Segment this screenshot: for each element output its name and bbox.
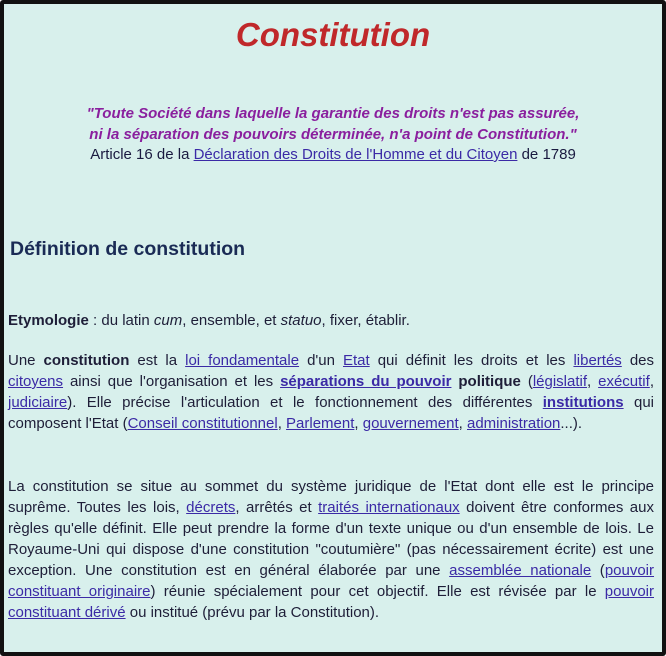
hierarchy-paragraph [8,476,654,623]
etymology-label: Etymologie [8,312,89,329]
text: qui définit les droits et les [369,352,574,369]
source-suffix: de 1789 [517,146,576,163]
text: des [621,352,655,369]
quote-line-2: ni la séparation des pouvoirs déterminée, n'a point de Constitution." [89,125,577,143]
link-separations-du-pouvoir[interactable]: séparations du pouvoir [280,373,452,390]
link-administration[interactable]: administration [467,415,561,432]
text: , [649,373,654,390]
link-traites-internationaux[interactable]: traités internationaux [318,499,460,516]
text: est la [129,352,186,369]
text: ( [591,562,605,579]
text: , [277,415,287,432]
text: ( [520,373,533,390]
declaration-link[interactable]: Déclaration des Droits de l'Homme et du Citoyen [193,146,518,163]
text: ainsi que l'organisation et les [63,373,281,390]
text: , [458,415,467,432]
link-conseil-constitutionnel[interactable]: Conseil constitutionnel [127,415,278,432]
quote-source [4,145,662,166]
text: ...). [560,415,583,432]
text: , arrêtés et [235,499,319,516]
link-pouvoir-constituant-originaire[interactable]: pouvoir constituant originaire [8,562,655,600]
link-loi-fondamentale[interactable]: loi fondamentale [185,352,300,369]
link-pouvoir-constituant-derive[interactable]: pouvoir constituant dérivé [8,583,654,621]
link-decrets[interactable]: décrets [186,499,236,516]
definition-paragraph [8,350,654,434]
page-title: Constitution [235,16,431,53]
quote-block [4,104,662,166]
text: Une [8,352,44,369]
source-prefix: Article 16 de la [90,146,194,163]
etymology-text-3: , fixer, établir. [321,312,410,329]
link-parlement[interactable]: Parlement [286,415,355,432]
etymology-text-2: , ensemble, et [182,312,281,329]
term-constitution: constitution [43,352,130,369]
text: qui composent l'Etat ( [8,394,655,432]
etymology-paragraph [8,310,654,331]
link-legislatif[interactable]: législatif [532,373,588,390]
etymology-cum: cum [153,312,183,329]
link-citoyens[interactable]: citoyens [8,373,64,390]
link-institutions[interactable]: institutions [542,394,624,411]
quote-line-1: "Toute Société dans laquelle la garantie des droits n'est pas assurée, [86,105,580,122]
definition-heading: Définition de constitution [10,238,246,260]
term-politique: politique [458,373,521,390]
text: , [587,373,599,390]
link-gouvernement[interactable]: gouvernement [362,415,459,432]
text: , [354,415,363,432]
link-etat[interactable]: Etat [343,352,370,369]
text: ou institué (prévu par la Constitution). [125,604,380,621]
link-judiciaire[interactable]: judiciaire [8,394,68,411]
link-assemblee-nationale[interactable]: assemblée nationale [449,562,592,579]
link-libertes[interactable]: libertés [573,352,622,369]
text: ). Elle précise l'articulation et le fonctionnement des différentes [67,394,543,411]
text: doivent être conformes aux règles qu'elle définit. Elle peut prendre la forme d'un texte unique ou d'un ensemble de lois. Le Royaume-Uni qui dispose d'une constitution "coutumière" (pas nécessairement écrite) est une exception. Une constitution est en général élaborée par une [8,499,654,579]
text: La constitution se situe au sommet du système juridique de l'Etat dont elle est le principe suprême. Toutes les lois, [8,478,654,516]
link-executif[interactable]: exécutif [598,373,650,390]
etymology-text-1: : du latin [88,312,154,329]
text: ) réunie spécialement pour cet objectif. Elle est révisée par le [150,583,605,600]
etymology-statuo: statuo [280,312,322,329]
text: d'un [299,352,343,369]
